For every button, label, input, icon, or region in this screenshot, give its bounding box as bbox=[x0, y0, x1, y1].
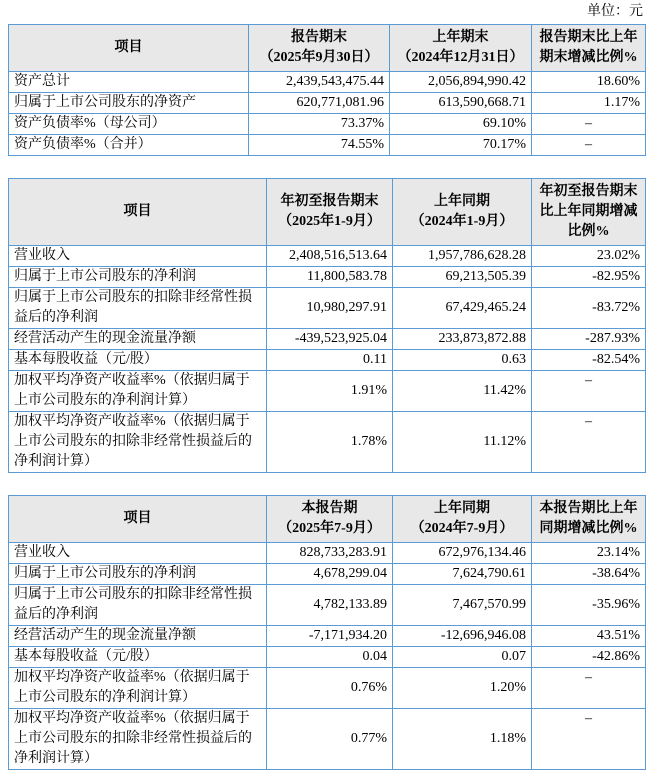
item-column-header bbox=[9, 179, 267, 246]
table-row bbox=[9, 288, 646, 329]
item-value: 672,976,134.46 bbox=[393, 543, 532, 564]
table-row bbox=[9, 371, 646, 412]
header-line: （2025年9月30日） bbox=[259, 50, 379, 65]
item-value: 4,782,133.89 bbox=[267, 585, 393, 626]
item-column-header bbox=[9, 496, 267, 543]
item-label: 资产负债率%（合并） bbox=[9, 135, 249, 156]
item-label: 基本每股收益（元/股） bbox=[9, 350, 267, 371]
header-line: 同期增减比例% bbox=[539, 521, 638, 536]
table-row bbox=[9, 626, 646, 647]
header-line: 年初至报告期末 bbox=[280, 194, 379, 209]
table-row bbox=[9, 246, 646, 267]
item-value: 11.42% bbox=[393, 371, 532, 412]
header-line: 报告期末比上年 bbox=[539, 30, 638, 45]
item-value: 4,678,299.04 bbox=[267, 564, 393, 585]
table-row bbox=[9, 412, 646, 473]
item-value: 18.60% bbox=[532, 72, 646, 93]
value-column-header bbox=[249, 25, 390, 72]
item-value: 2,056,894,990.42 bbox=[390, 72, 532, 93]
table-row bbox=[9, 329, 646, 350]
item-value: 0.76% bbox=[267, 668, 393, 709]
item-value: -12,696,946.08 bbox=[393, 626, 532, 647]
item-label: 经营活动产生的现金流量净额 bbox=[9, 626, 267, 647]
item-value: 613,590,668.71 bbox=[390, 93, 532, 114]
item-value: 2,408,516,513.64 bbox=[267, 246, 393, 267]
item-value: 1,957,786,628.28 bbox=[393, 246, 532, 267]
item-value: 1.20% bbox=[393, 668, 532, 709]
header-line: （2024年1-9月） bbox=[410, 214, 514, 229]
item-value: 23.02% bbox=[532, 246, 646, 267]
item-value: 0.07 bbox=[393, 647, 532, 668]
item-value: -83.72% bbox=[532, 288, 646, 329]
item-value: -82.54% bbox=[532, 350, 646, 371]
header-line: 比上年同期增减 bbox=[539, 204, 638, 219]
item-value: 70.17% bbox=[390, 135, 532, 156]
item-value: -35.96% bbox=[532, 585, 646, 626]
item-label: 营业收入 bbox=[9, 543, 267, 564]
item-label: 归属于上市公司股东的净利润 bbox=[9, 267, 267, 288]
header-line: 项目 bbox=[123, 204, 152, 219]
item-label: 加权平均净资产收益率%（依据归属于上市公司股东的净利润计算） bbox=[9, 668, 267, 709]
item-value: 43.51% bbox=[532, 626, 646, 647]
value-column-header bbox=[390, 25, 532, 72]
item-value: -7,171,934.20 bbox=[267, 626, 393, 647]
header-line: （2024年7-9月） bbox=[410, 521, 514, 536]
header-row bbox=[9, 496, 646, 543]
header-row bbox=[9, 25, 646, 72]
value-column-header bbox=[267, 179, 393, 246]
table-row bbox=[9, 647, 646, 668]
header-line: 年初至报告期末 bbox=[539, 184, 638, 199]
header-line: 报告期末 bbox=[291, 30, 347, 45]
header-line: （2025年7-9月） bbox=[278, 521, 381, 536]
item-value: 2,439,543,475.44 bbox=[249, 72, 390, 93]
item-label: 资产负债率%（母公司） bbox=[9, 114, 249, 135]
table-row bbox=[9, 72, 646, 93]
item-value: 1.78% bbox=[267, 412, 393, 473]
item-value: 69,213,505.39 bbox=[393, 267, 532, 288]
value-column-header bbox=[532, 179, 646, 246]
item-label: 经营活动产生的现金流量净额 bbox=[9, 329, 267, 350]
header-line: 本报告期比上年 bbox=[539, 501, 638, 516]
item-column-header bbox=[9, 25, 249, 72]
no-value-dash: – bbox=[532, 114, 646, 135]
table-row bbox=[9, 585, 646, 626]
item-label: 加权平均净资产收益率%（依据归属于上市公司股东的净利润计算） bbox=[9, 371, 267, 412]
item-value: 11,800,583.78 bbox=[267, 267, 393, 288]
value-column-header bbox=[532, 496, 646, 543]
item-value: 233,873,872.88 bbox=[393, 329, 532, 350]
header-line: 本报告期 bbox=[301, 501, 358, 516]
no-value-dash: – bbox=[532, 135, 646, 156]
item-value: -287.93% bbox=[532, 329, 646, 350]
header-line: 上年同期 bbox=[434, 194, 490, 209]
no-value-dash: – bbox=[532, 668, 646, 709]
period-end-summary-table bbox=[8, 24, 646, 156]
item-value: 1.91% bbox=[267, 371, 393, 412]
item-value: 0.11 bbox=[267, 350, 393, 371]
item-value: -439,523,925.04 bbox=[267, 329, 393, 350]
no-value-dash: – bbox=[532, 709, 646, 770]
item-value: 69.10% bbox=[390, 114, 532, 135]
header-line: 项目 bbox=[114, 40, 143, 55]
item-label: 归属于上市公司股东的净资产 bbox=[9, 93, 249, 114]
item-value: -38.64% bbox=[532, 564, 646, 585]
current-quarter-summary-table bbox=[8, 495, 646, 770]
unit-label: 单位：元 bbox=[587, 4, 643, 19]
item-value: 73.37% bbox=[249, 114, 390, 135]
item-value: 620,771,081.96 bbox=[249, 93, 390, 114]
table-row bbox=[9, 564, 646, 585]
table-row bbox=[9, 709, 646, 770]
header-line: （2024年12月31日） bbox=[397, 50, 524, 65]
item-value: 74.55% bbox=[249, 135, 390, 156]
table-row bbox=[9, 135, 646, 156]
item-value: 0.63 bbox=[393, 350, 532, 371]
item-value: 7,467,570.99 bbox=[393, 585, 532, 626]
item-value: 0.77% bbox=[267, 709, 393, 770]
item-value: 11.12% bbox=[393, 412, 532, 473]
item-value: 7,624,790.61 bbox=[393, 564, 532, 585]
table-row bbox=[9, 350, 646, 371]
year-to-date-summary-table bbox=[8, 178, 646, 473]
item-value: 10,980,297.91 bbox=[267, 288, 393, 329]
table-row bbox=[9, 668, 646, 709]
item-label: 营业收入 bbox=[9, 246, 267, 267]
no-value-dash: – bbox=[532, 412, 646, 473]
item-value: 1.17% bbox=[532, 93, 646, 114]
item-label: 加权平均净资产收益率%（依据归属于上市公司股东的扣除非经常性损益后的净利润计算） bbox=[9, 709, 267, 770]
item-value: 828,733,283.91 bbox=[267, 543, 393, 564]
value-column-header bbox=[267, 496, 393, 543]
header-row bbox=[9, 179, 646, 246]
header-line: 上年期末 bbox=[432, 30, 489, 45]
header-line: 项目 bbox=[123, 511, 152, 526]
table-row bbox=[9, 267, 646, 288]
item-value: 67,429,465.24 bbox=[393, 288, 532, 329]
item-label: 归属于上市公司股东的净利润 bbox=[9, 564, 267, 585]
table-row bbox=[9, 114, 646, 135]
item-label: 资产总计 bbox=[9, 72, 249, 93]
header-line: 期末增减比例% bbox=[539, 50, 638, 65]
item-value: -42.86% bbox=[532, 647, 646, 668]
table-row bbox=[9, 543, 646, 564]
header-line: （2025年1-9月） bbox=[278, 214, 381, 229]
item-value: 1.18% bbox=[393, 709, 532, 770]
header-line: 比例% bbox=[567, 224, 610, 239]
item-label: 归属于上市公司股东的扣除非经常性损益后的净利润 bbox=[9, 585, 267, 626]
value-column-header bbox=[532, 25, 646, 72]
item-value: -82.95% bbox=[532, 267, 646, 288]
item-value: 0.04 bbox=[267, 647, 393, 668]
table-row bbox=[9, 93, 646, 114]
item-label: 归属于上市公司股东的扣除非经常性损益后的净利润 bbox=[9, 288, 267, 329]
item-value: 23.14% bbox=[532, 543, 646, 564]
value-column-header bbox=[393, 496, 532, 543]
header-line: 上年同期 bbox=[434, 501, 490, 516]
item-label: 基本每股收益（元/股） bbox=[9, 647, 267, 668]
value-column-header bbox=[393, 179, 532, 246]
item-label: 加权平均净资产收益率%（依据归属于上市公司股东的扣除非经常性损益后的净利润计算） bbox=[9, 412, 267, 473]
no-value-dash: – bbox=[532, 371, 646, 412]
